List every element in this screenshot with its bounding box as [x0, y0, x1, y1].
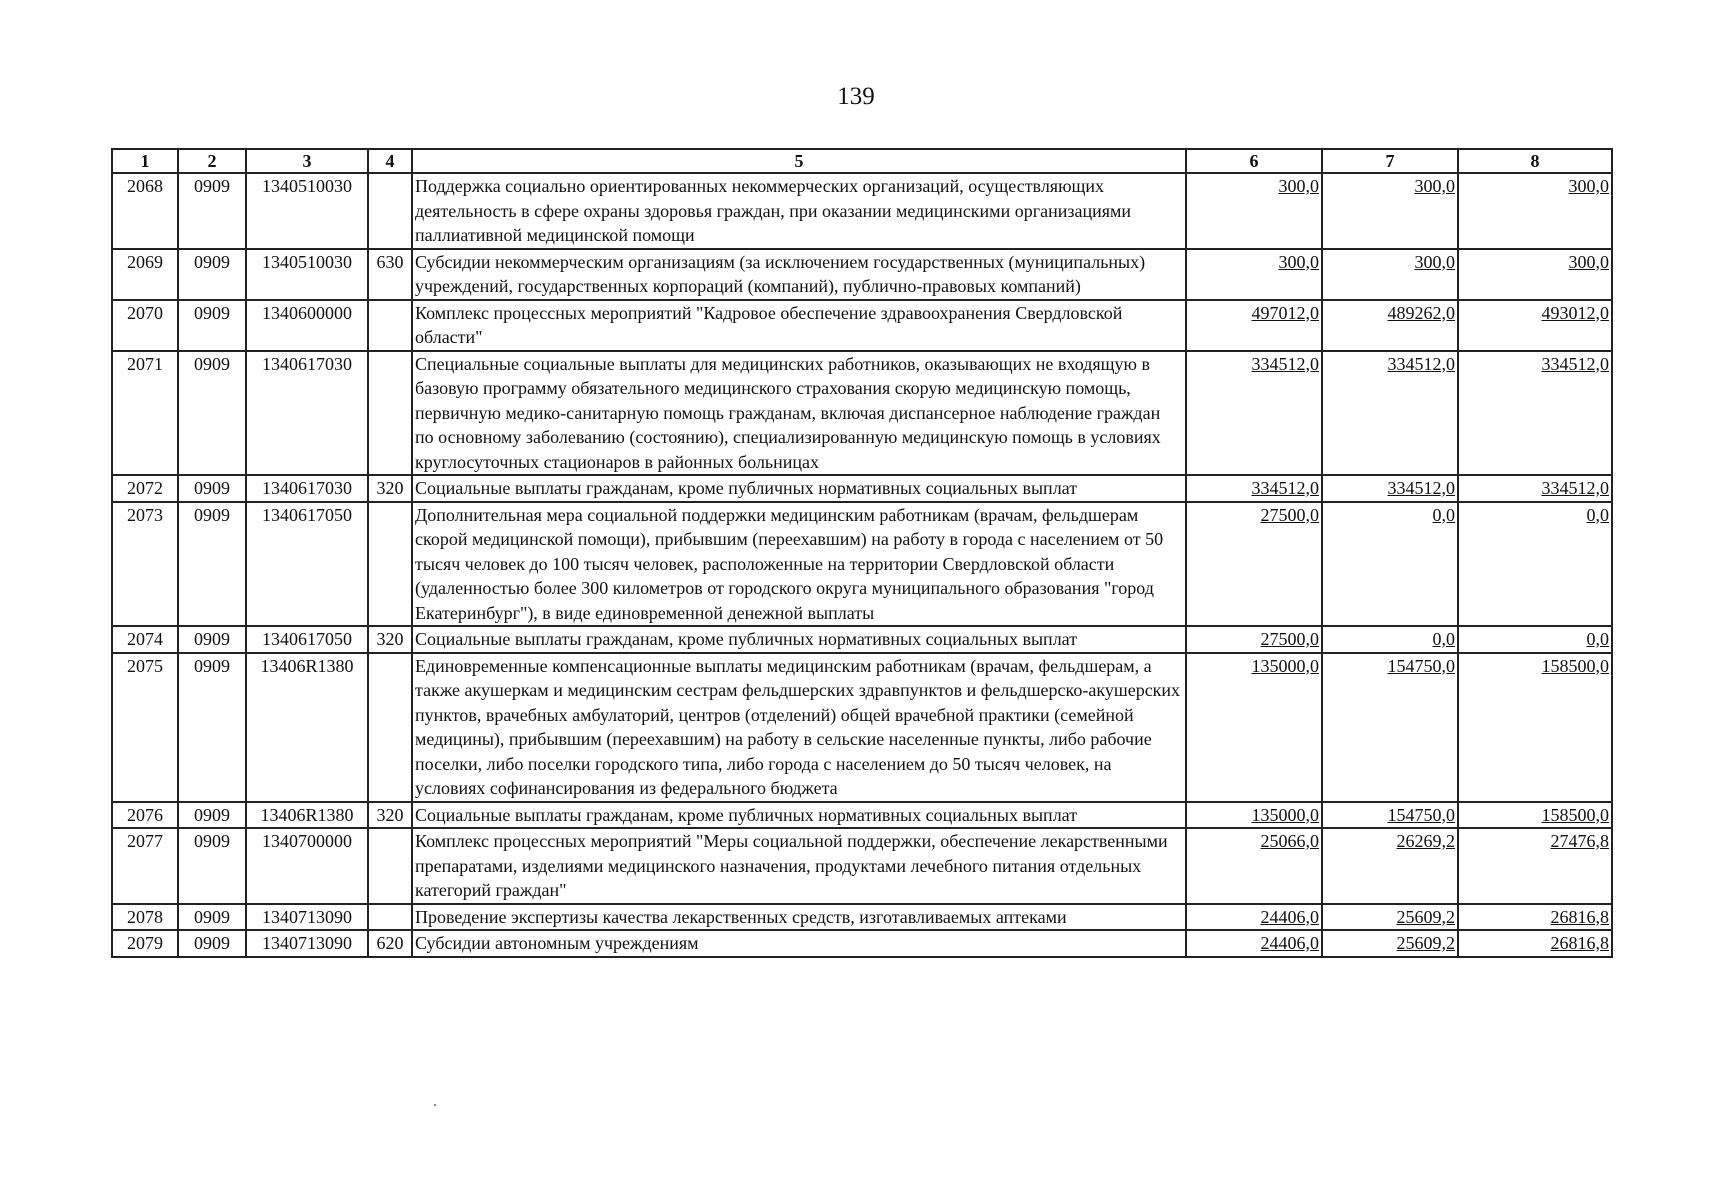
item-name: Комплекс процессных мероприятий "Кадровое обеспечение здравоохранения Свердловской области": [412, 300, 1186, 351]
value-col6: 24406,0: [1186, 930, 1322, 957]
table-row: [112, 300, 1612, 351]
section-code: 0909: [178, 300, 246, 351]
item-name: Социальные выплаты гражданам, кроме публичных нормативных социальных выплат: [412, 802, 1186, 829]
value-col7: 154750,0: [1322, 802, 1458, 829]
expense-kind: [368, 173, 412, 249]
value-col8: 0,0: [1458, 502, 1612, 627]
value-col6: 25066,0: [1186, 828, 1322, 904]
value-col8: 26816,8: [1458, 904, 1612, 931]
target-code: 1340617030: [246, 475, 368, 502]
row-number: 2074: [112, 626, 178, 653]
table-row: [112, 653, 1612, 802]
col-header-6: 6: [1186, 149, 1322, 173]
table-row: [112, 802, 1612, 829]
value-col6: 497012,0: [1186, 300, 1322, 351]
section-code: 0909: [178, 802, 246, 829]
target-code: 13406R1380: [246, 653, 368, 802]
col-header-3: 3: [246, 149, 368, 173]
col-header-8: 8: [1458, 149, 1612, 173]
value-col7: 25609,2: [1322, 904, 1458, 931]
value-col7: 300,0: [1322, 173, 1458, 249]
row-number: 2069: [112, 249, 178, 300]
expense-kind: [368, 300, 412, 351]
item-name: Поддержка социально ориентированных некоммерческих организаций, осуществляющих деятельность в сфере охраны здоровья граждан, при оказании медицинскими организациями паллиативной медицинской помощи: [412, 173, 1186, 249]
col-header-4: 4: [368, 149, 412, 173]
section-code: 0909: [178, 351, 246, 476]
table-row: [112, 351, 1612, 476]
target-code: 1340713090: [246, 904, 368, 931]
value-col7: 0,0: [1322, 502, 1458, 627]
table-row: [112, 930, 1612, 957]
value-col7: 0,0: [1322, 626, 1458, 653]
row-number: 2078: [112, 904, 178, 931]
value-col8: 334512,0: [1458, 475, 1612, 502]
item-name: Дополнительная мера социальной поддержки медицинским работникам (врачам, фельдшерам скорой медицинской помощи), прибывшим (переехавшим) на работу в города с населением от 50 тысяч человек до 100 тысяч человек, расположенные на территории Свердловской области (удаленностью более 300 километров от городского округа муниципального образования "город Екатеринбург"), в виде единовременной денежной выплаты: [412, 502, 1186, 627]
row-number: 2068: [112, 173, 178, 249]
value-col7: 154750,0: [1322, 653, 1458, 802]
expense-kind: [368, 502, 412, 627]
target-code: 1340713090: [246, 930, 368, 957]
table-row: [112, 904, 1612, 931]
value-col8: 158500,0: [1458, 653, 1612, 802]
value-col7: 334512,0: [1322, 475, 1458, 502]
value-col8: 300,0: [1458, 249, 1612, 300]
table-row: [112, 249, 1612, 300]
section-code: 0909: [178, 653, 246, 802]
section-code: 0909: [178, 502, 246, 627]
scan-speck: [434, 1104, 436, 1106]
value-col6: 135000,0: [1186, 802, 1322, 829]
page-number: 139: [837, 83, 875, 110]
value-col7: 25609,2: [1322, 930, 1458, 957]
row-number: 2070: [112, 300, 178, 351]
item-name: Специальные социальные выплаты для медицинских работников, оказывающих не входящую в базовую программу обязательного медицинского страхования скорую медицинскую помощь, первичную медико-санитарную помощь гражданам, включая диспансерное наблюдение граждан по основному заболеванию (состоянию), специализированную медицинскую помощь в условиях круглосуточных стационаров в районных больницах: [412, 351, 1186, 476]
expense-kind: [368, 904, 412, 931]
expense-kind: [368, 828, 412, 904]
expense-kind: 630: [368, 249, 412, 300]
section-code: 0909: [178, 249, 246, 300]
expense-kind: [368, 653, 412, 802]
table-row: [112, 828, 1612, 904]
item-name: Единовременные компенсационные выплаты медицинским работникам (врачам, фельдшерам, а также акушеркам и медицинским сестрам фельдшерских здравпунктов и фельдшерско-акушерских пунктов, врачебных амбулаторий, центров (отделений) общей врачебной практики (семейной медицины), прибывшим (переехавшим) на работу в сельские населенные пункты, либо рабочие поселки, либо поселки городского типа, либо города с населением до 50 тысяч человек, на условиях софинансирования из федерального бюджета: [412, 653, 1186, 802]
value-col6: 334512,0: [1186, 475, 1322, 502]
item-name: Проведение экспертизы качества лекарственных средств, изготавливаемых аптеками: [412, 904, 1186, 931]
value-col8: 493012,0: [1458, 300, 1612, 351]
section-code: 0909: [178, 828, 246, 904]
value-col6: 24406,0: [1186, 904, 1322, 931]
header-row: [112, 149, 1612, 173]
row-number: 2075: [112, 653, 178, 802]
item-name: Субсидии некоммерческим организациям (за исключением государственных (муниципальных) учреждений, государственных корпораций (компаний), публично-правовых компаний): [412, 249, 1186, 300]
expense-kind: 620: [368, 930, 412, 957]
item-name: Социальные выплаты гражданам, кроме публичных нормативных социальных выплат: [412, 475, 1186, 502]
table-row: [112, 173, 1612, 249]
col-header-5: 5: [412, 149, 1186, 173]
value-col8: 300,0: [1458, 173, 1612, 249]
value-col7: 334512,0: [1322, 351, 1458, 476]
row-number: 2073: [112, 502, 178, 627]
section-code: 0909: [178, 904, 246, 931]
value-col6: 300,0: [1186, 249, 1322, 300]
value-col6: 135000,0: [1186, 653, 1322, 802]
target-code: 1340700000: [246, 828, 368, 904]
table-row: [112, 626, 1612, 653]
item-name: Социальные выплаты гражданам, кроме публичных нормативных социальных выплат: [412, 626, 1186, 653]
value-col8: 158500,0: [1458, 802, 1612, 829]
expense-kind: 320: [368, 626, 412, 653]
value-col8: 0,0: [1458, 626, 1612, 653]
value-col8: 26816,8: [1458, 930, 1612, 957]
value-col6: 27500,0: [1186, 626, 1322, 653]
section-code: 0909: [178, 930, 246, 957]
value-col7: 300,0: [1322, 249, 1458, 300]
target-code: 1340510030: [246, 249, 368, 300]
value-col7: 489262,0: [1322, 300, 1458, 351]
value-col6: 27500,0: [1186, 502, 1322, 627]
target-code: 1340617050: [246, 502, 368, 627]
value-col6: 334512,0: [1186, 351, 1322, 476]
value-col7: 26269,2: [1322, 828, 1458, 904]
value-col8: 334512,0: [1458, 351, 1612, 476]
value-col8: 27476,8: [1458, 828, 1612, 904]
item-name: Комплекс процессных мероприятий "Меры социальной поддержки, обеспечение лекарственными препаратами, изделиями медицинского назначения, продуктами лечебного питания отдельных категорий граждан": [412, 828, 1186, 904]
row-number: 2071: [112, 351, 178, 476]
col-header-7: 7: [1322, 149, 1458, 173]
table-row: [112, 475, 1612, 502]
target-code: 1340617030: [246, 351, 368, 476]
row-number: 2079: [112, 930, 178, 957]
expense-kind: 320: [368, 802, 412, 829]
budget-table: [111, 148, 1613, 958]
expense-kind: 320: [368, 475, 412, 502]
target-code: 1340617050: [246, 626, 368, 653]
row-number: 2077: [112, 828, 178, 904]
table-row: [112, 502, 1612, 627]
col-header-2: 2: [178, 149, 246, 173]
row-number: 2072: [112, 475, 178, 502]
section-code: 0909: [178, 173, 246, 249]
item-name: Субсидии автономным учреждениям: [412, 930, 1186, 957]
row-number: 2076: [112, 802, 178, 829]
value-col6: 300,0: [1186, 173, 1322, 249]
target-code: 1340600000: [246, 300, 368, 351]
expense-kind: [368, 351, 412, 476]
col-header-1: 1: [112, 149, 178, 173]
section-code: 0909: [178, 475, 246, 502]
section-code: 0909: [178, 626, 246, 653]
target-code: 13406R1380: [246, 802, 368, 829]
target-code: 1340510030: [246, 173, 368, 249]
